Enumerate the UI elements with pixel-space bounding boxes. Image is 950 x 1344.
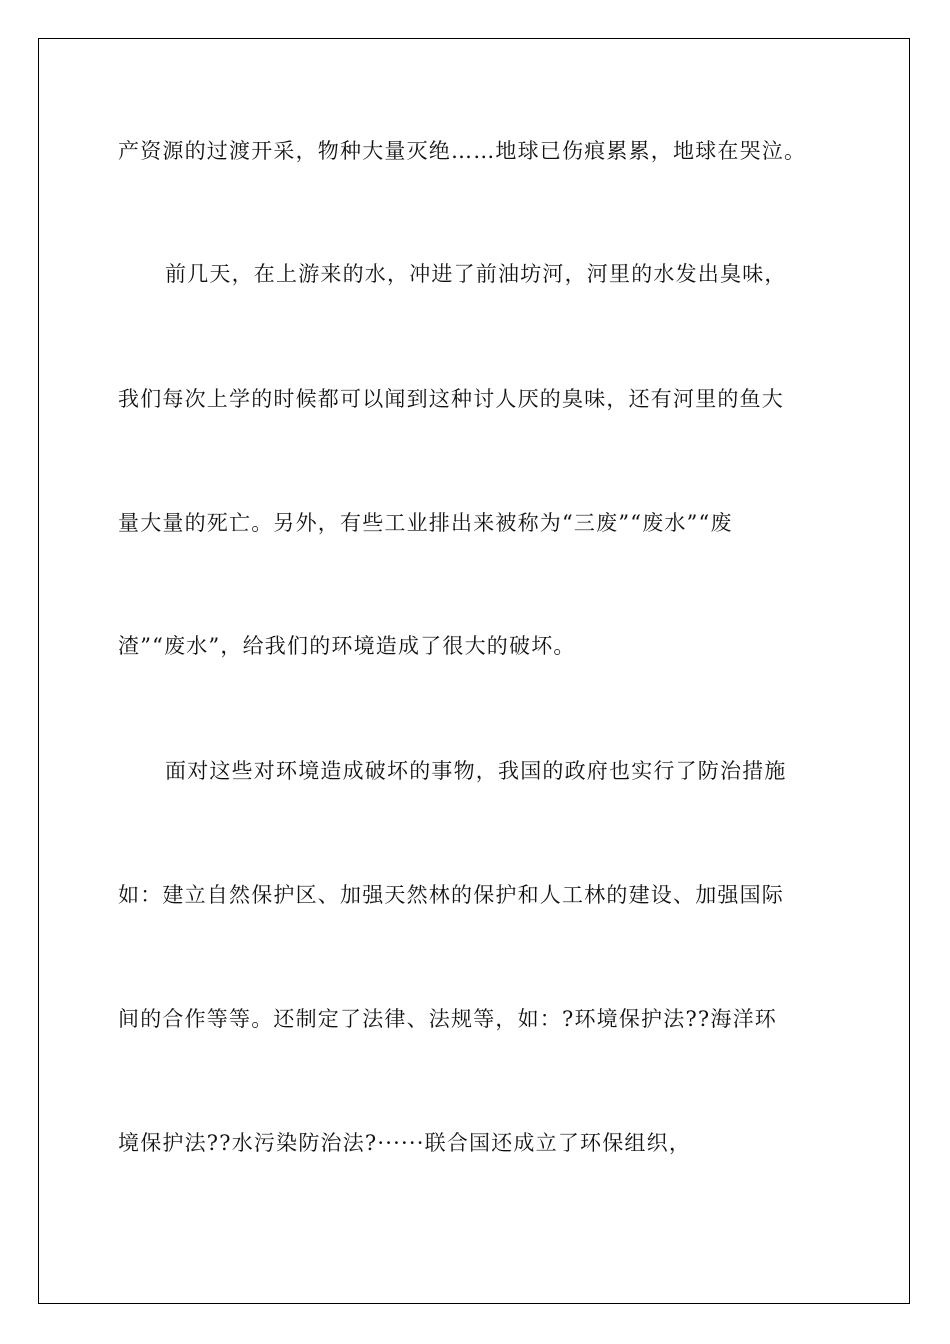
page-border	[38, 38, 910, 1304]
text-line: 我们每次上学的时候都可以闻到这种讨人厌的臭味，还有河里的鱼大	[118, 387, 784, 411]
text-line: 渣”“废水”，给我们的环境造成了很大的破坏。	[118, 634, 576, 658]
text-line: 产资源的过渡开采，物种大量灭绝……地球已伤痕累累，地球在哭泣。	[118, 139, 807, 163]
paragraph-start-line: 前几天，在上游来的水，冲进了前油坊河，河里的水发出臭味，	[165, 262, 787, 286]
text-line: 间的合作等等。还制定了法律、法规等，如：?环境保护法??海洋环	[118, 1007, 777, 1031]
text-line: 如：建立自然保护区、加强天然林的保护和人工林的建设、加强国际	[118, 883, 784, 907]
text-line: 量大量的死亡。另外，有些工业排出来被称为“三废”“废水”“废	[118, 511, 733, 535]
paragraph-start-line: 面对这些对环境造成破坏的事物，我国的政府也实行了防治措施	[165, 759, 787, 783]
text-line: 境保护法??水污染防治法?······联合国还成立了环保组织，	[118, 1131, 692, 1155]
